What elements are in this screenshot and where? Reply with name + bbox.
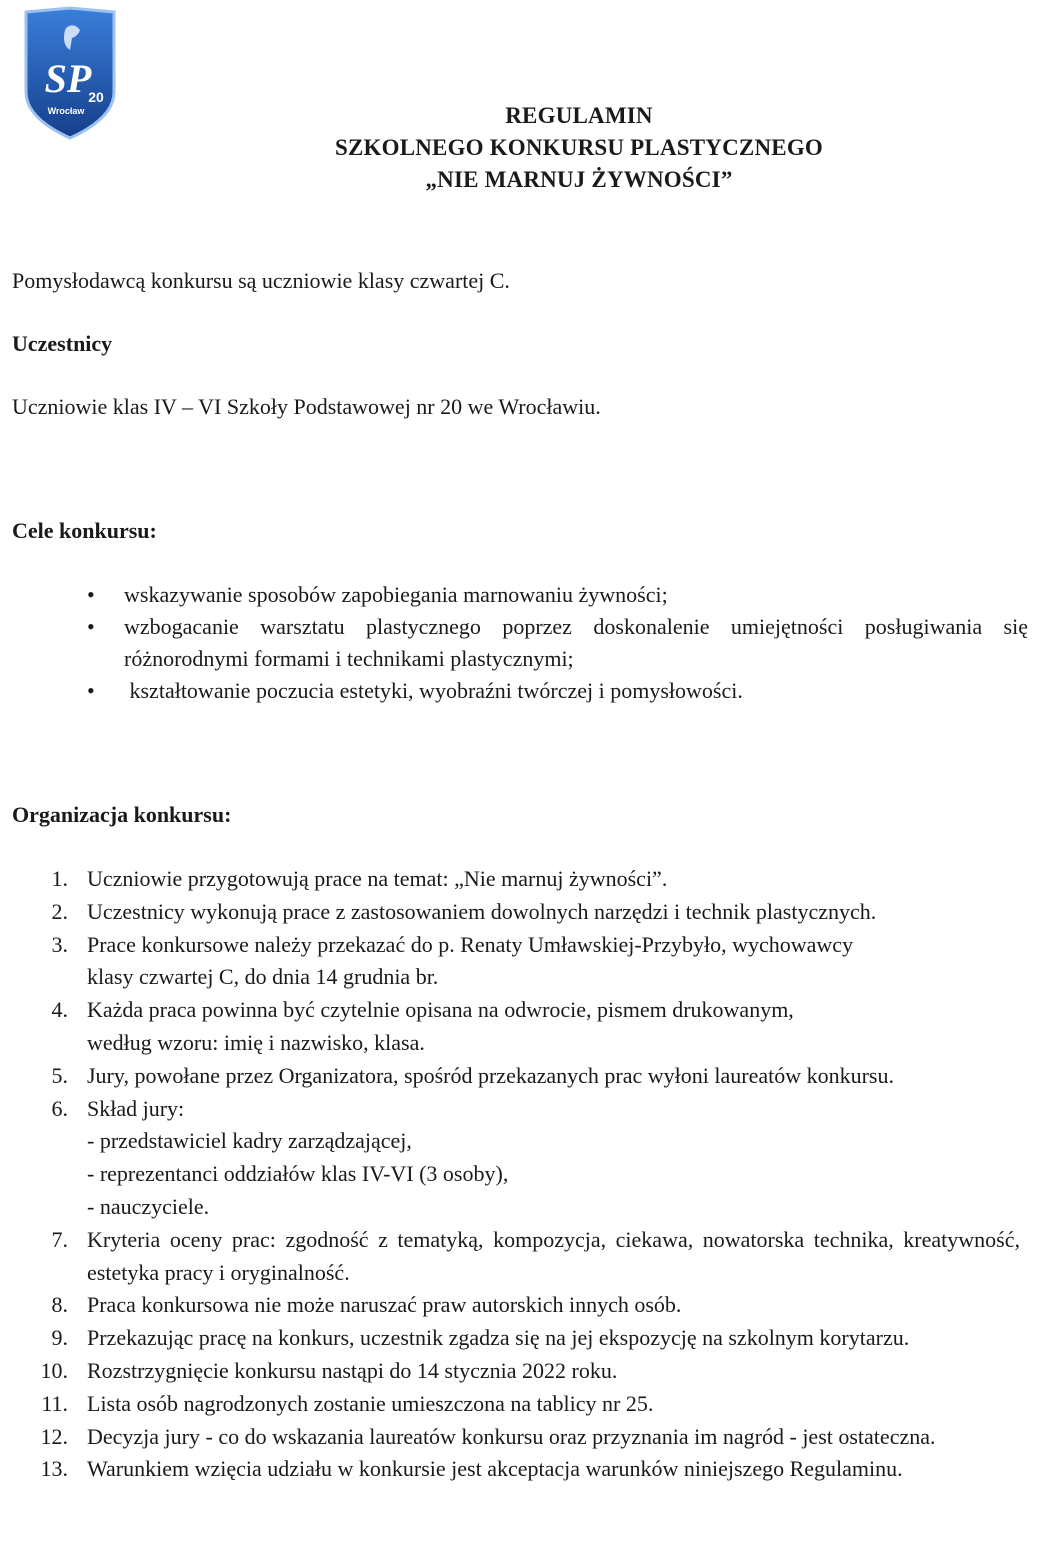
goal-text: wskazywanie sposobów zapobiegania marnowaniu żywności;	[124, 582, 668, 607]
rule-text-line: według wzoru: imię i nazwisko, klasa.	[87, 1029, 425, 1055]
document-title	[0, 100, 1038, 196]
rule-number: 5.	[51, 1062, 68, 1088]
title-line-3: „NIE MARNUJ ŻYWNOŚCI”	[425, 167, 733, 192]
rule-text-line: Każda praca powinna być czytelnie opisana na odwrocie, pismem drukowanym,	[87, 997, 794, 1023]
rule-item	[12, 1355, 1028, 1388]
rule-text: Praca konkursowa nie może naruszać praw autorskich innych osób.	[87, 1292, 682, 1318]
jury-member: - nauczyciele.	[87, 1193, 210, 1219]
goal-item	[12, 579, 1028, 611]
organization-heading: Organizacja konkursu:	[12, 802, 232, 827]
bullet-icon: •	[87, 614, 95, 639]
rule-text: Rozstrzygnięcie konkursu nastąpi do 14 stycznia 2022 roku.	[87, 1357, 618, 1383]
rule-number: 11.	[41, 1390, 68, 1416]
rule-number: 6.	[51, 1095, 68, 1121]
jury-member: - reprezentanci oddziałów klas IV-VI (3 osoby),	[87, 1161, 509, 1187]
rules-list	[12, 863, 1028, 1486]
rule-number: 7.	[51, 1226, 68, 1252]
rule-number: 13.	[40, 1456, 68, 1482]
goal-item	[12, 675, 1028, 707]
goals-heading: Cele konkursu:	[12, 518, 157, 543]
rule-text: Lista osób nagrodzonych zostanie umieszczona na tablicy nr 25.	[87, 1390, 654, 1416]
rule-text: Warunkiem wzięcia udziału w konkursie jest akceptacja warunków niniejszego Regulaminu.	[87, 1456, 903, 1482]
rule-item	[12, 1421, 1028, 1454]
rule-text: Skład jury:	[87, 1095, 185, 1121]
rule-item	[12, 1060, 1028, 1093]
rule-number: 10.	[40, 1357, 68, 1383]
bullet-icon: •	[87, 582, 95, 607]
rule-text-line: Prace konkursowe należy przekazać do p. Renaty Umławskiej-Przybyło, wychowawcy	[87, 931, 854, 957]
logo-initials: SP	[44, 56, 92, 101]
jury-member: - przedstawiciel kadry zarządzającej,	[87, 1128, 412, 1154]
document-body	[12, 265, 1028, 1486]
rule-item	[12, 1322, 1028, 1355]
rule-text: Jury, powołane przez Organizatora, spośród przekazanych prac wyłoni laureatów konkursu.	[87, 1062, 894, 1088]
participants-text: Uczniowie klas IV – VI Szkoły Podstawowej nr 20 we Wrocławiu.	[12, 394, 601, 419]
rule-text: Decyzja jury - co do wskazania laureatów konkursu oraz przyznania im nagród - jest ostateczna.	[87, 1423, 936, 1449]
rule-text: Przekazując pracę na konkurs, uczestnik zgadza się na jej ekspozycję na szkolnym korytarzu.	[87, 1325, 910, 1351]
title-line-1: REGULAMIN	[505, 103, 653, 128]
rule-item	[12, 1093, 1028, 1224]
rule-number: 4.	[51, 997, 68, 1023]
rule-number: 2.	[51, 898, 68, 924]
goals-list	[12, 579, 1028, 707]
rule-number: 8.	[51, 1292, 68, 1318]
rule-item	[12, 1453, 1028, 1486]
bullet-icon: •	[87, 678, 95, 703]
rule-number: 9.	[51, 1325, 68, 1351]
goal-text: wzbogacanie warsztatu plastycznego poprzez doskonalenie umiejętności posługiwania się różnorodnymi formami i technikami plastycznymi;	[124, 614, 1028, 671]
rule-item	[12, 1289, 1028, 1322]
rule-item	[12, 929, 1028, 995]
rule-item	[12, 994, 1028, 1060]
rule-text-line: klasy czwartej C, do dnia 14 grudnia br.	[87, 964, 439, 990]
rule-number: 3.	[51, 931, 68, 957]
rule-item	[12, 896, 1028, 929]
rule-number: 12.	[40, 1423, 68, 1449]
goal-item	[12, 611, 1028, 675]
rule-text: Uczestnicy wykonują prace z zastosowaniem dowolnych narzędzi i technik plastycznych.	[87, 898, 877, 924]
participants-heading: Uczestnicy	[12, 331, 113, 356]
rule-item	[12, 1224, 1028, 1290]
rule-text: Uczniowie przygotowują prace na temat: „Nie marnuj żywności”.	[87, 866, 668, 891]
rule-item	[12, 1388, 1028, 1421]
logo-city: Wrocław	[47, 106, 85, 116]
goal-text: kształtowanie poczucia estetyki, wyobraźni twórczej i pomysłowości.	[124, 678, 743, 703]
rule-number: 1.	[51, 866, 68, 891]
rule-text: Kryteria oceny prac: zgodność z tematyką, kompozycja, ciekawa, nowatorska technika, kreatywność, estetyka pracy i oryginalność.	[87, 1226, 1020, 1285]
title-line-2: SZKOLNEGO KONKURSU PLASTYCZNEGO	[334, 135, 823, 160]
rule-item	[12, 863, 1028, 896]
logo-number: 20	[88, 89, 104, 105]
intro-text: Pomysłodawcą konkursu są uczniowie klasy czwartej C.	[12, 268, 510, 293]
